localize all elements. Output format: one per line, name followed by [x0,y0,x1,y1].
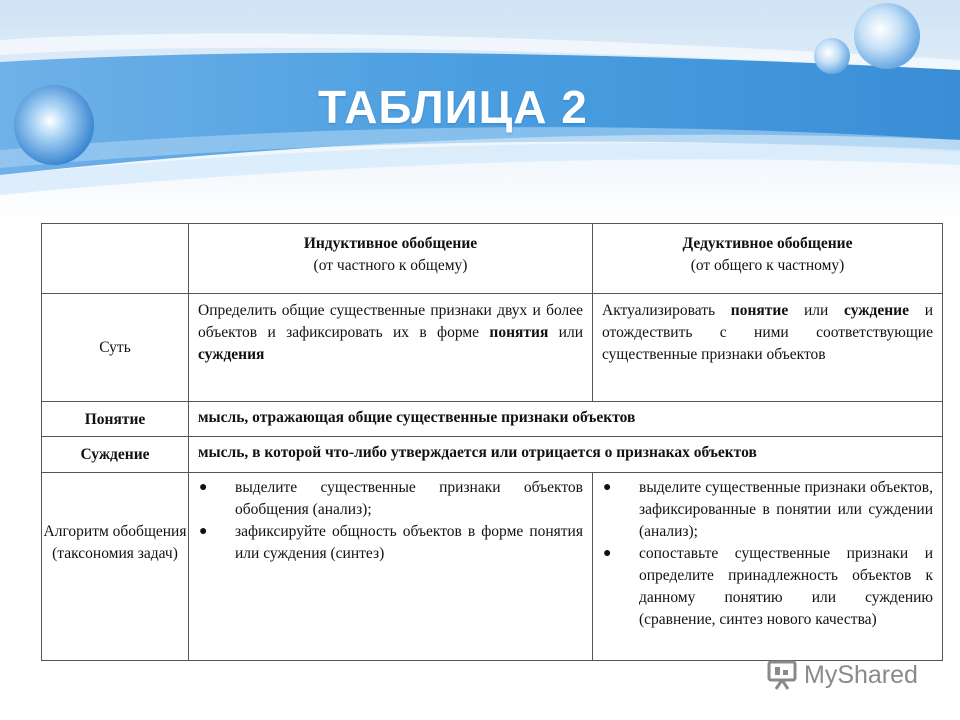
list-item-text: выделите существенные признаки объектов обобщения (анализ); [235,479,583,518]
row-label-suti: Суть [42,294,189,402]
header-deductive [593,224,943,294]
row-label-algorithm: Алгоритм обобщения (таксономия задач) [42,473,189,661]
algorithm-deductive-list [593,473,942,635]
suti-deductive-concept: понятие [730,302,789,319]
presentation-board-icon [766,659,800,691]
suti-deductive-text: Актуализировать [602,302,731,319]
suti-inductive-text: Определить общие существенные признаки двух и более объектов и зафиксировать их в форме [198,302,583,341]
suti-inductive-judgment: суждения [198,346,265,363]
bullet-icon: ● [199,480,208,495]
table-row-suti [42,294,943,402]
header-empty-cell [42,224,189,294]
suti-deductive-rest: и отождествить с ними соответствующие существенные признаки объектов [602,302,933,363]
myshared-logo[interactable] [766,658,918,692]
algorithm-inductive [189,473,593,661]
header-inductive-title: Индуктивное обобщение [303,235,478,252]
bullet-icon: ● [199,524,208,539]
table-header-row [42,224,943,294]
list-item [601,543,933,631]
myshared-logo-text: MyShared [804,660,918,689]
list-item-text: сопоставьте существенные признаки и определите принадлежность объектов к данному понятию или суждению (сравнение, синтез нового качества) [639,545,933,628]
header-deductive-title: Дедуктивное обобщение [682,235,853,252]
decor-orb-left [14,85,94,165]
suti-inductive [189,294,593,402]
table-row-suzhdenie [42,437,943,473]
row-label-suzhdenie: Суждение [42,437,189,473]
ponyatie-definition: мысль, отражающая общие существенные признаки объектов [189,402,943,437]
row-label-ponyatie: Понятие [42,402,189,437]
slide-title: ТАБЛИЦА 2 [318,81,588,133]
bullet-icon: ● [603,480,612,495]
decor-orb-right-large [854,3,920,69]
suti-deductive-or: или [788,302,845,319]
suti-deductive-judgment: суждение [844,302,909,319]
bullet-icon: ● [603,546,612,561]
suzhdenie-definition: мысль, в которой что-либо утверждается или отрицается о признаках объектов [189,437,943,473]
comparison-table [41,223,943,661]
table-row-ponyatie [42,402,943,437]
list-item [601,477,933,543]
list-item-text: выделите существенные признаки объектов, зафиксированные в понятии или суждении (анализ); [639,479,933,540]
suti-inductive-or: или [548,324,584,341]
decor-orb-right-small [814,38,850,74]
algorithm-inductive-list [189,473,592,569]
list-item [197,521,583,565]
header-deductive-subtitle: (от общего к частному) [690,257,845,274]
list-item-text: зафиксируйте общность объектов в форме понятия или суждения (синтез) [235,523,583,562]
suti-inductive-concept: понятия [489,324,549,341]
header-inductive-subtitle: (от частного к общему) [313,257,468,274]
table-row-algorithm [42,473,943,661]
suti-deductive [593,294,943,402]
header-inductive [189,224,593,294]
list-item [197,477,583,521]
algorithm-deductive [593,473,943,661]
